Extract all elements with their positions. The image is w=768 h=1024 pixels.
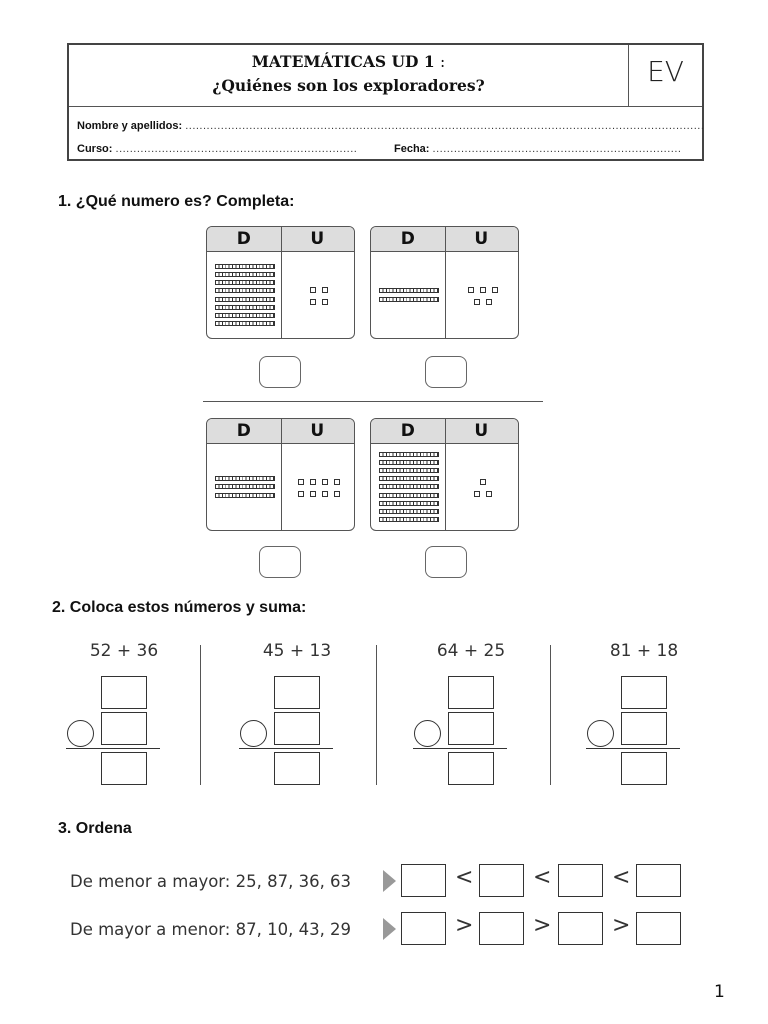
page-number: 1	[714, 982, 725, 1002]
date-line	[394, 143, 681, 155]
sum-label: 45 + 13	[262, 641, 332, 661]
unit-cube	[492, 287, 498, 293]
answer-box[interactable]	[259, 546, 301, 578]
unit-cube	[310, 287, 316, 293]
unit-cube	[474, 299, 480, 305]
ten-rod	[379, 460, 439, 465]
comparison-symbol: >	[455, 913, 474, 938]
column-separator	[550, 645, 551, 785]
sum-line	[239, 748, 333, 749]
course-label: Curso:	[77, 143, 113, 155]
ten-rod	[379, 468, 439, 473]
order-label: De mayor a menor: 87, 10, 43, 29	[70, 920, 352, 939]
comparison-symbol: <	[455, 865, 474, 890]
order-label: De menor a mayor: 25, 87, 36, 63	[70, 872, 352, 891]
carry-circle[interactable]	[240, 720, 267, 747]
comparison-symbol: >	[533, 913, 552, 938]
ten-rod	[215, 493, 275, 498]
comparison-symbol: <	[612, 865, 631, 890]
unit-cube	[486, 491, 492, 497]
order-box[interactable]	[479, 912, 524, 945]
tens-column-label: D	[400, 229, 415, 249]
result-box[interactable]	[274, 752, 320, 785]
addend-box-2[interactable]	[448, 712, 494, 745]
addend-box-1[interactable]	[101, 676, 147, 709]
column-divider	[281, 227, 282, 338]
sum-label: 52 + 36	[89, 641, 159, 661]
name-field[interactable]: ..................................................................................................................................................	[185, 120, 705, 132]
title-line2: ¿Quiénes son los exploradores?	[212, 76, 485, 95]
ten-rod	[215, 280, 275, 285]
ten-rod	[215, 272, 275, 277]
answer-box[interactable]	[259, 356, 301, 388]
unit-cube	[334, 491, 340, 497]
addend-box-2[interactable]	[621, 712, 667, 745]
unit-cube	[322, 287, 328, 293]
place-value-box	[206, 226, 355, 339]
sum-label: 64 + 25	[436, 641, 506, 661]
tens-column-label: D	[400, 421, 415, 441]
addend-box-1[interactable]	[621, 676, 667, 709]
result-box[interactable]	[101, 752, 147, 785]
comparison-symbol: >	[612, 913, 631, 938]
unit-cube	[298, 491, 304, 497]
column-divider	[281, 419, 282, 530]
ten-rod	[379, 517, 439, 522]
unit-cube	[474, 491, 480, 497]
unit-cube	[322, 491, 328, 497]
unit-cube	[334, 479, 340, 485]
ten-rod	[379, 509, 439, 514]
comparison-symbol: <	[533, 865, 552, 890]
carry-circle[interactable]	[587, 720, 614, 747]
ten-rod	[215, 264, 275, 269]
order-box[interactable]	[558, 864, 603, 897]
tens-column-label: D	[236, 229, 251, 249]
ev-label: EV	[629, 45, 702, 107]
addend-box-2[interactable]	[101, 712, 147, 745]
unit-cube	[468, 287, 474, 293]
unit-cube	[486, 299, 492, 305]
column-divider	[445, 419, 446, 530]
unit-cube	[480, 287, 486, 293]
unit-cube	[322, 479, 328, 485]
unit-cube	[310, 491, 316, 497]
tens-column-label: D	[236, 421, 251, 441]
result-box[interactable]	[448, 752, 494, 785]
ten-rod	[379, 476, 439, 481]
ten-rod	[379, 501, 439, 506]
ten-rod	[379, 452, 439, 457]
question-2-title: 2. Coloca estos números y suma:	[52, 599, 307, 616]
answer-box[interactable]	[425, 546, 467, 578]
ten-rod	[215, 297, 275, 302]
ten-rod	[379, 297, 439, 302]
title-colon: :	[440, 53, 446, 71]
title-cell	[69, 45, 629, 107]
ten-rod	[215, 484, 275, 489]
column-separator	[200, 645, 201, 785]
header-box	[67, 43, 704, 161]
arrow-icon	[383, 918, 396, 940]
ten-rod	[215, 313, 275, 318]
date-field[interactable]: ......................................................................	[432, 143, 682, 155]
title-line1: MATEMÁTICAS UD 1	[251, 52, 435, 71]
divider	[203, 401, 543, 402]
sum-line	[586, 748, 680, 749]
course-field[interactable]: ....................................................................	[115, 143, 358, 155]
ten-rod	[379, 288, 439, 293]
carry-circle[interactable]	[414, 720, 441, 747]
name-label: Nombre y apellidos:	[77, 120, 183, 132]
ten-rod	[379, 484, 439, 489]
order-box[interactable]	[636, 912, 681, 945]
carry-circle[interactable]	[67, 720, 94, 747]
question-3-title: 3. Ordena	[58, 820, 132, 837]
order-box[interactable]	[479, 864, 524, 897]
units-column-label: U	[310, 421, 325, 441]
unit-cube	[298, 479, 304, 485]
date-label: Fecha:	[394, 143, 430, 155]
order-box[interactable]	[401, 912, 446, 945]
ten-rod	[379, 493, 439, 498]
ten-rod	[215, 305, 275, 310]
ten-rod	[215, 321, 275, 326]
name-line	[77, 120, 704, 132]
units-column-label: U	[474, 229, 489, 249]
unit-cube	[310, 479, 316, 485]
sum-label: 81 + 18	[609, 641, 679, 661]
order-box[interactable]	[401, 864, 446, 897]
answer-box[interactable]	[425, 356, 467, 388]
addend-box-1[interactable]	[274, 676, 320, 709]
addend-box-2[interactable]	[274, 712, 320, 745]
column-separator	[376, 645, 377, 785]
column-divider	[445, 227, 446, 338]
order-box[interactable]	[636, 864, 681, 897]
order-box[interactable]	[558, 912, 603, 945]
sum-line	[66, 748, 160, 749]
place-value-box	[370, 226, 519, 339]
addend-box-1[interactable]	[448, 676, 494, 709]
unit-cube	[322, 299, 328, 305]
unit-cube	[480, 479, 486, 485]
ten-rod	[215, 288, 275, 293]
result-box[interactable]	[621, 752, 667, 785]
sum-line	[413, 748, 507, 749]
units-column-label: U	[310, 229, 325, 249]
ten-rod	[215, 476, 275, 481]
unit-cube	[310, 299, 316, 305]
place-value-box	[370, 418, 519, 531]
place-value-box	[206, 418, 355, 531]
arrow-icon	[383, 870, 396, 892]
course-line	[77, 143, 357, 155]
units-column-label: U	[474, 421, 489, 441]
question-1-title: 1. ¿Qué numero es? Completa:	[58, 193, 295, 210]
